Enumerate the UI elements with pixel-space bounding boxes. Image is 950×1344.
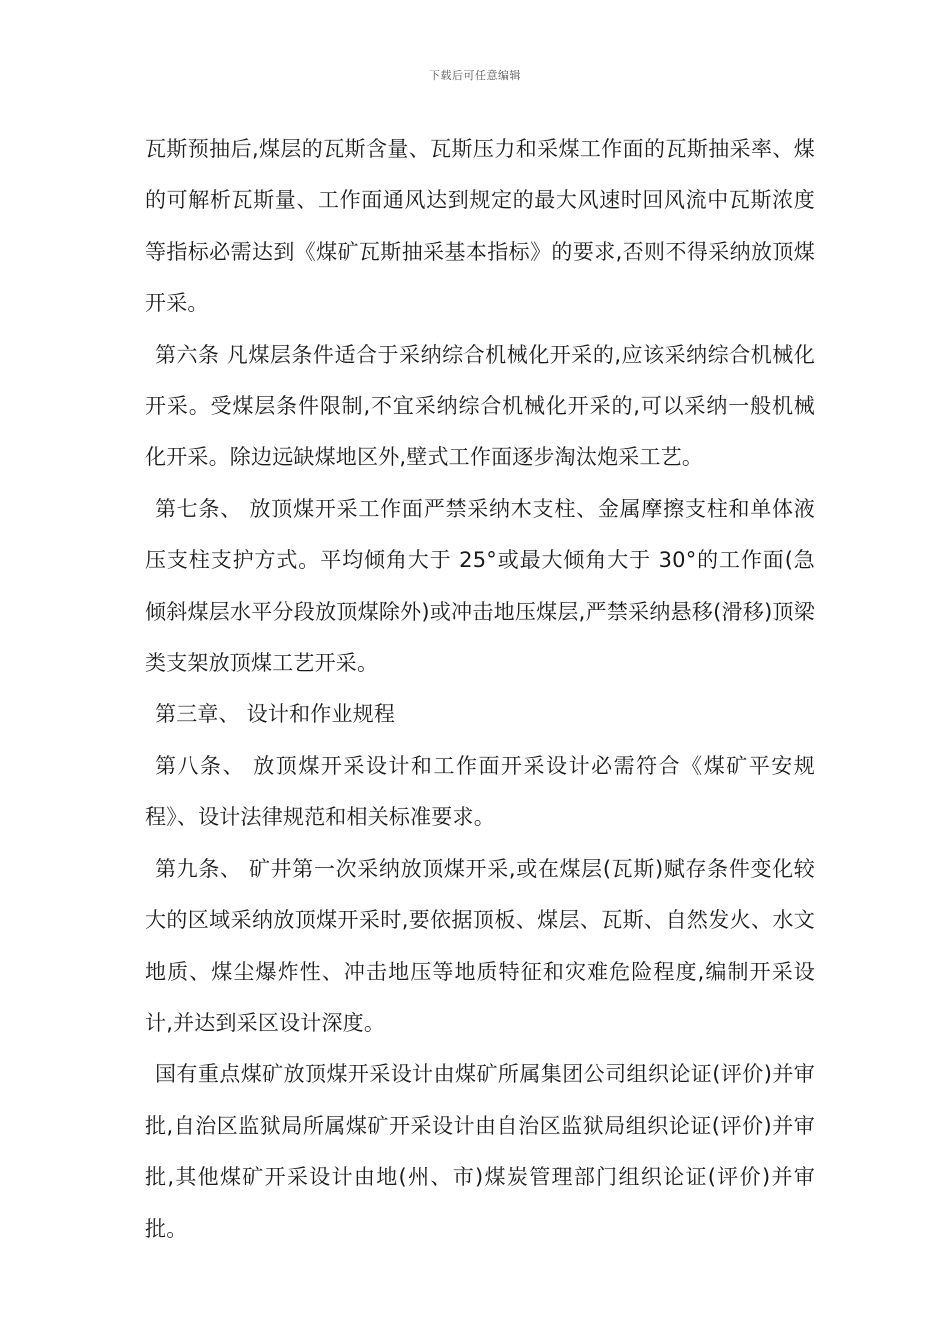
- paragraph-approval-authority: 国有重点煤矿放顶煤开采设计由煤矿所属集团公司组织论证(评价)并审批,自治区监狱局所属煤矿开采设计由自治区监狱局组织论证(评价)并审批,其他煤矿开采设计由地(州、市)煤炭管理部门组织论证(评价)并审批。: [145, 1062, 815, 1241]
- paragraph-gas-drainage-requirements: 瓦斯预抽后,煤层的瓦斯含量、瓦斯压力和采煤工作面的瓦斯抽采率、煤的可解析瓦斯量、工作面通风达到规定的最大风速时回风流中瓦斯浓度等指标必需达到《煤矿瓦斯抽采基本指标》的要求,否则不得采纳放顶煤开采。: [145, 137, 815, 316]
- paragraph-article-8: 第八条、 放顶煤开采设计和工作面开采设计必需符合《煤矿平安规程》、设计法律规范和相关标准要求。: [145, 753, 815, 830]
- paragraph-article-7: 第七条、 放顶煤开采工作面严禁采纳木支柱、金属摩擦支柱和单体液压支柱支护方式。平均倾角大于 25°或最大倾角大于 30°的工作面(急倾斜煤层水平分段放顶煤除外)或冲击地压煤层,严禁采纳悬移(滑移)顶梁类支架放顶煤工艺开采。: [145, 496, 815, 676]
- paragraph-article-6: 第六条 凡煤层条件适合于采纳综合机械化开采的,应该采纳综合机械化开采。受煤层条件限制,不宜采纳综合机械化开采的,可以采纳一般机械化开采。除边远缺煤地区外,壁式工作面逐步淘汰炮采工艺。: [145, 342, 815, 470]
- page-header: 下载后可任意编辑: [429, 69, 521, 82]
- document-body: [145, 124, 815, 1255]
- chapter-3-heading: 第三章、 设计和作业规程: [155, 702, 396, 727]
- paragraph-article-9: 第九条、 矿井第一次采纳放顶煤开采,或在煤层(瓦斯)赋存条件变化较大的区域采纳放顶煤开采时,要依据顶板、煤层、瓦斯、自然发火、水文地质、煤尘爆炸性、冲击地压等地质特征和灾难危险程度,编制开采设计,并达到采区设计深度。: [145, 856, 815, 1035]
